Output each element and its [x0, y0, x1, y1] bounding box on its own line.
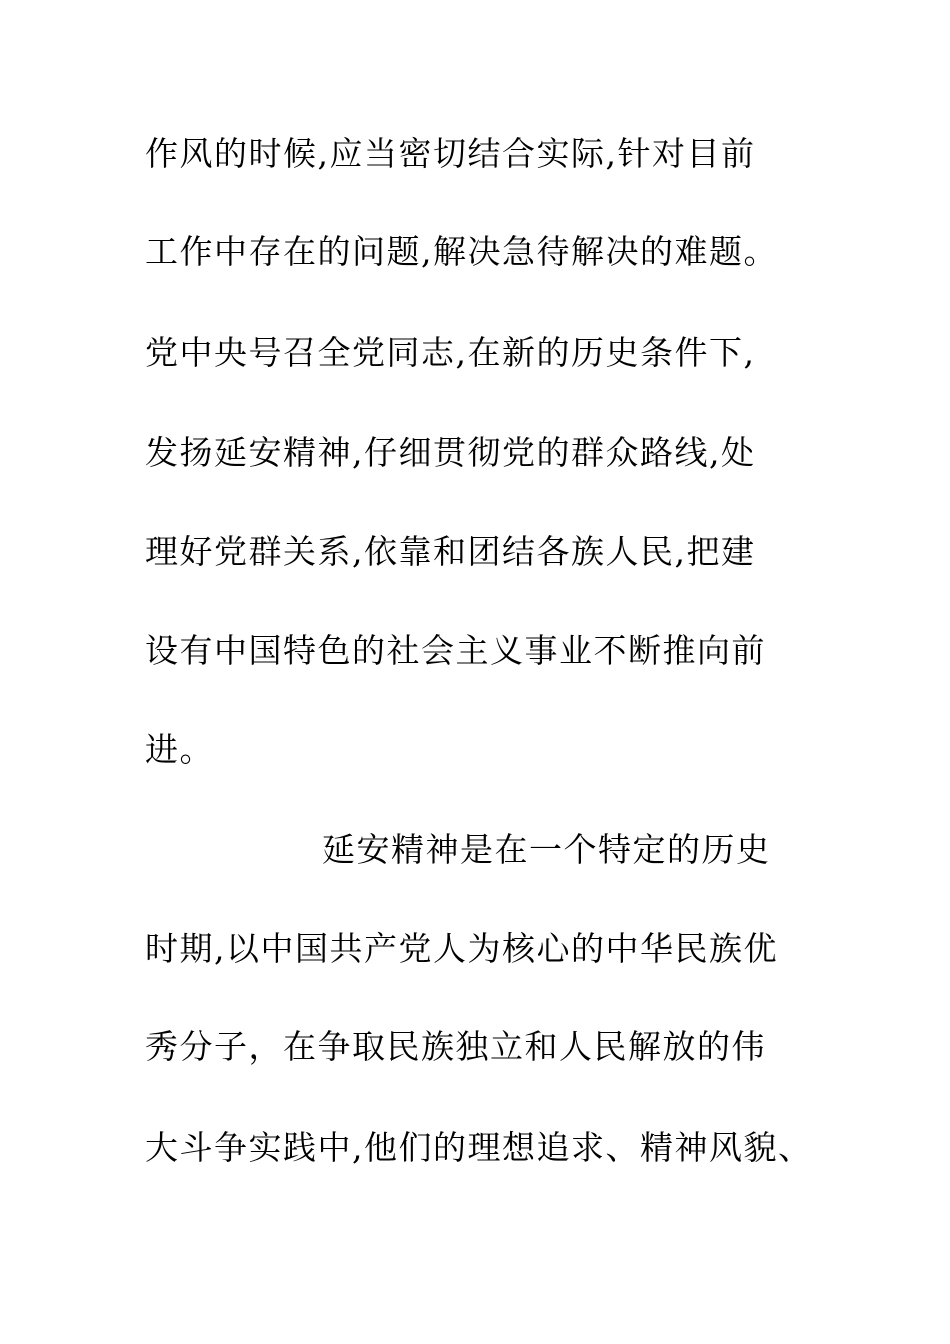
text-line-7: 进。 [145, 730, 214, 769]
text-line-4: 发扬延安精神,仔细贯彻党的群众路线,处 [145, 433, 756, 472]
text-line-2: 工作中存在的问题,解决急待解决的难题。 [145, 232, 778, 271]
paragraph-start-line: 延安精神是在一个特定的历史 [322, 830, 771, 869]
text-line-5: 理好党群关系,依靠和团结各族人民,把建 [145, 532, 756, 571]
text-line-9: 时期,以中国共产党人为核心的中华民族优 [145, 929, 778, 968]
text-line-11: 大斗争实践中,他们的理想追求、精神风貌、 [145, 1128, 813, 1167]
text-line-1: 作风的时候,应当密切结合实际,针对目前 [145, 134, 756, 173]
text-line-3: 党中央号召全党同志,在新的历史条件下, [145, 333, 756, 372]
text-line-10: 秀分子，在争取民族独立和人民解放的伟 [145, 1027, 766, 1066]
text-line-6: 设有中国特色的社会主义事业不断推向前 [145, 631, 766, 670]
